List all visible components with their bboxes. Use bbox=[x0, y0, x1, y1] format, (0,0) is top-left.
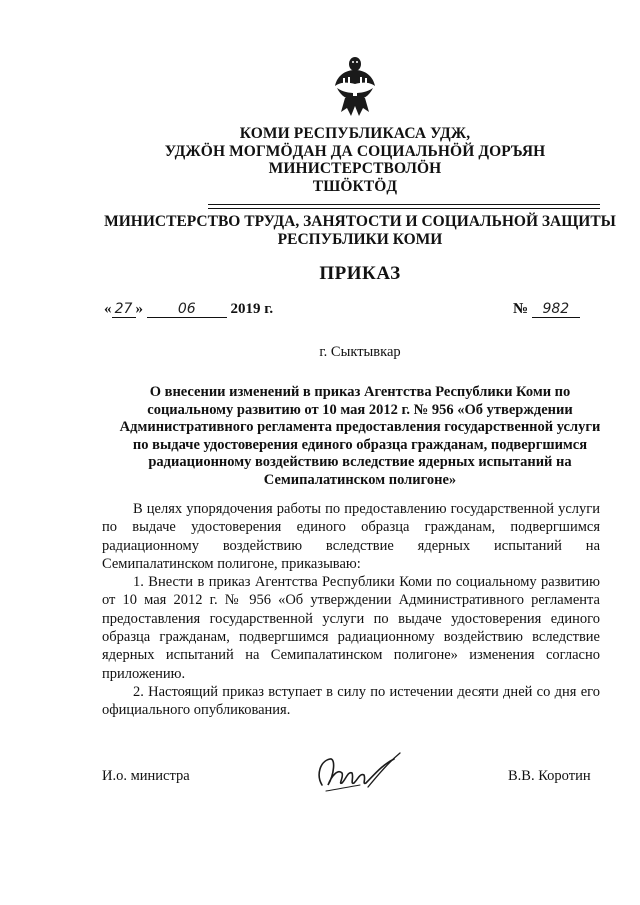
ministry-header-line: РЕСПУБЛИКИ КОМИ bbox=[277, 231, 443, 248]
body-paragraph: 1. Внести в приказ Агентства Республики Коми по социальному развитию от 10 мая 2012 г. № 956 «Об утверждении Административного регламента предоставления государственной услуги по выдаче удостоверения единого образца гражданам, подвергшимся радиационному воздействию вследствие ядерных испытаний на Семипалатинском полигоне» изменения согласно приложению. bbox=[102, 574, 600, 682]
date-year: 2019 г. bbox=[230, 301, 274, 317]
subject-line: радиационному воздействию вследствие ядерных испытаний на bbox=[148, 454, 572, 471]
date-open-quote: « bbox=[104, 301, 112, 317]
komi-header-line: МИНИСТЕРСТВОЛӦН bbox=[268, 160, 442, 177]
date-month: 06 bbox=[147, 301, 227, 318]
document-type: ПРИКАЗ bbox=[319, 263, 401, 284]
subject-line: О внесении изменений в приказ Агентства Республики Коми по bbox=[149, 384, 571, 400]
order-date bbox=[104, 301, 273, 318]
ministry-header-line: МИНИСТЕРСТВО ТРУДА, ЗАНЯТОСТИ И СОЦИАЛЬНОЙ ЗАЩИТЫ bbox=[104, 213, 616, 230]
handwritten-signature-icon bbox=[308, 745, 408, 803]
signatory-name: В.В. Коротин bbox=[508, 768, 591, 784]
subject-line: социальному развитию от 10 мая 2012 г. № 956 «Об утверждении bbox=[147, 401, 573, 418]
order-body bbox=[102, 500, 600, 720]
date-day: 27 bbox=[112, 301, 136, 318]
date-close-quote: » bbox=[135, 301, 143, 317]
subject-line: по выдаче удостоверения единого образца гражданам, подвергшимся bbox=[132, 436, 588, 453]
city: г. Сыктывкар bbox=[319, 344, 401, 360]
divider-line bbox=[208, 208, 600, 209]
order-subject bbox=[110, 384, 610, 490]
komi-header-line: ТШӦКТӦД bbox=[312, 177, 398, 195]
body-paragraph: В целях упорядочения работы по предоставлению государственной услуги по выдаче удостоверения единого образца гражданам, подвергшимся радиационному воздействию вследствие ядерных испытаний на Семипалатинском полигоне, приказываю: bbox=[102, 501, 600, 572]
subject-line: Административного регламента предоставления государственной услуги bbox=[119, 419, 601, 436]
divider-line bbox=[208, 204, 600, 205]
komi-language-header bbox=[120, 125, 590, 195]
number-label: № bbox=[513, 301, 529, 317]
komi-header-line: УДЖӦН МОГМӦДАН ДА СОЦИАЛЬНӦЙ ДОРЪЯН bbox=[164, 142, 546, 160]
body-paragraph: 2. Настоящий приказ вступает в силу по истечении десяти дней со дня его официального опубликования. bbox=[102, 683, 600, 719]
ministry-header bbox=[100, 213, 620, 249]
order-number bbox=[513, 301, 580, 318]
komi-coat-of-arms-icon bbox=[331, 52, 379, 118]
number-value: 982 bbox=[532, 301, 580, 318]
subject-line: Семипалатинском полигоне» bbox=[263, 471, 457, 488]
komi-header-line: КОМИ РЕСПУБЛИКАСА УДЖ, bbox=[239, 125, 471, 142]
signatory-position: И.о. министра bbox=[102, 768, 190, 784]
